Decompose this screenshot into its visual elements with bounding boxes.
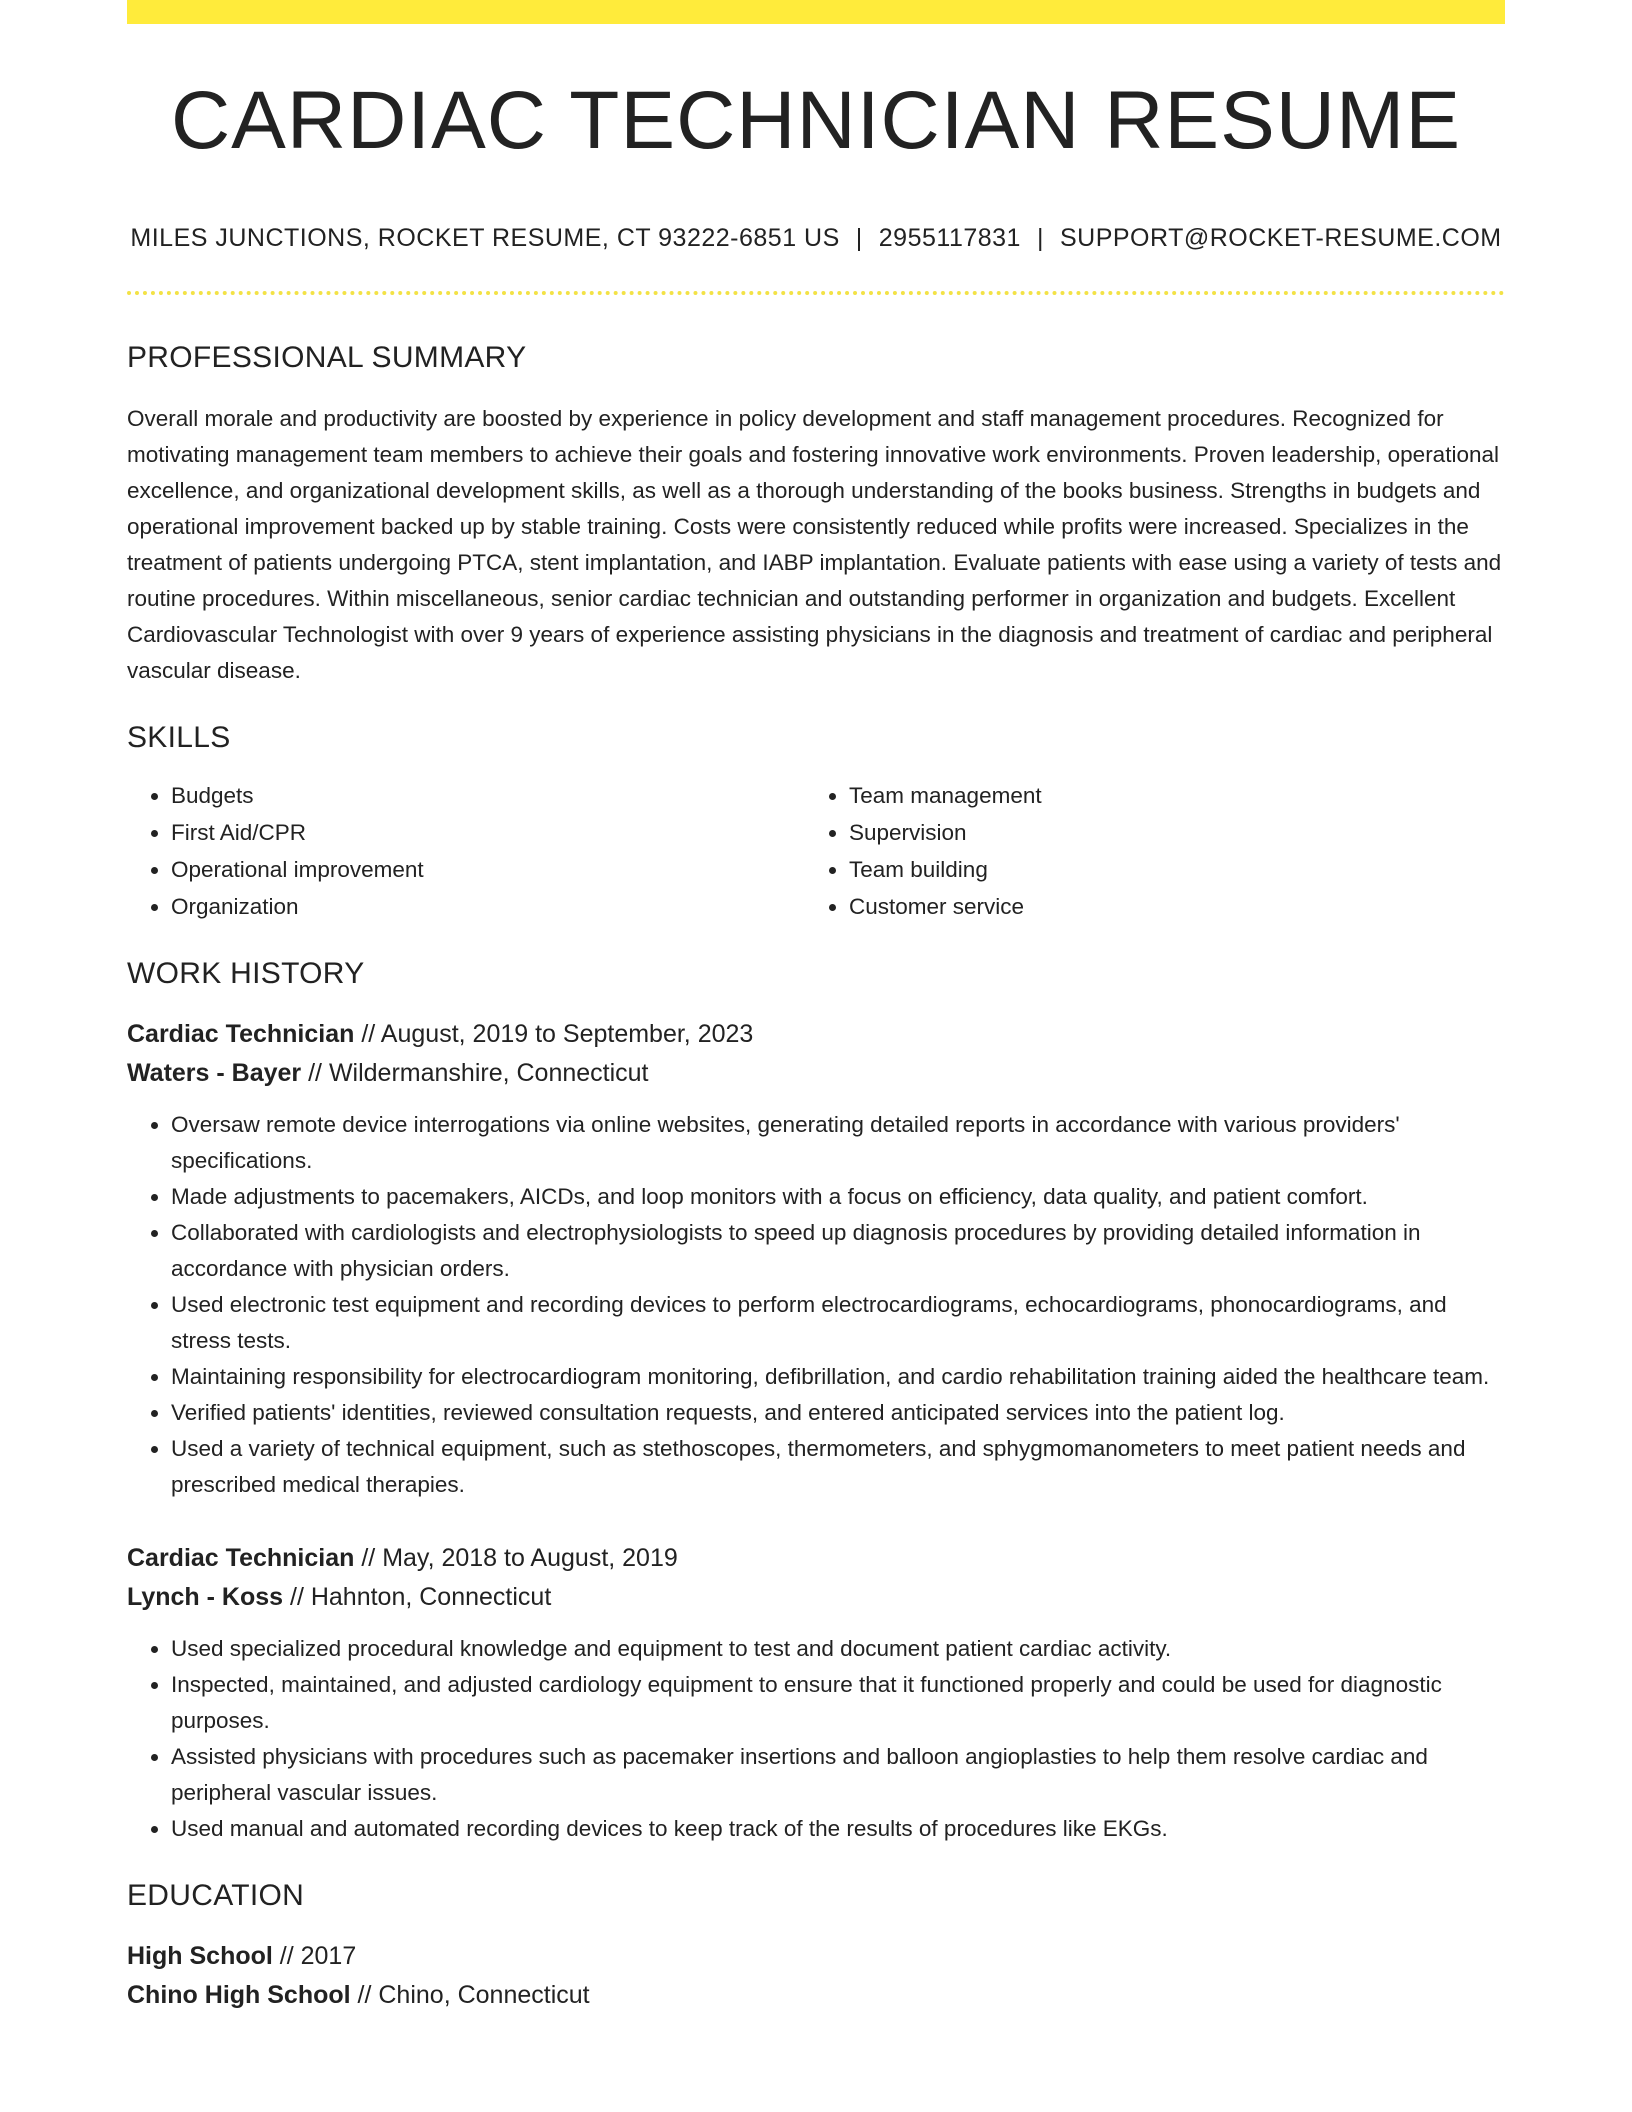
- job-company-line: [127, 1054, 1505, 1093]
- education-year: // 2017: [272, 1942, 357, 1970]
- job-role: Cardiac Technician: [127, 1020, 355, 1048]
- education-heading: EDUCATION: [127, 1879, 305, 1912]
- job-bullet: • Collaborated with cardiologists and electrophysiologists to speed up diagnosis procedures by providing detailed information in accordance with physician orders.: [171, 1215, 1505, 1287]
- contact-separator: |: [855, 224, 863, 252]
- job-role: Cardiac Technician: [127, 1544, 355, 1572]
- education-location: // Chino, Connecticut: [350, 1981, 590, 2009]
- contact-separator: |: [1036, 224, 1044, 252]
- job-entry-2-header: [127, 1539, 1505, 1617]
- education-school-line: [127, 1976, 1505, 2015]
- dotted-divider: [127, 291, 1505, 295]
- job-company: Waters - Bayer: [127, 1059, 302, 1087]
- education-entry: [127, 1937, 1505, 2015]
- job-bullet: • Inspected, maintained, and adjusted cardiology equipment to ensure that it functioned properly and could be used for diagnostic purposes.: [171, 1667, 1505, 1739]
- education-degree: High School: [127, 1942, 273, 1970]
- job-role-line: [127, 1015, 1505, 1054]
- job-bullet: • Assisted physicians with procedures such as pacemaker insertions and balloon angioplasties to help them resolve cardiac and peripheral vascular issues.: [171, 1739, 1505, 1811]
- job-location: // Wildermanshire, Connecticut: [301, 1059, 649, 1087]
- contact-address: MILES JUNCTIONS, ROCKET RESUME, CT 93222-6851 US: [130, 224, 840, 252]
- work-history-heading: WORK HISTORY: [127, 957, 365, 990]
- job-bullet: • Verified patients' identities, reviewed consultation requests, and entered anticipated services into the patient log.: [171, 1395, 1505, 1431]
- job-bullet: • Made adjustments to pacemakers, AICDs, and loop monitors with a focus on efficiency, data quality, and patient comfort.: [171, 1179, 1505, 1215]
- accent-bar: [127, 0, 1505, 24]
- job-bullet: • Used a variety of technical equipment, such as stethoscopes, thermometers, and sphygmomanometers to meet patient needs and prescribed medical therapies.: [171, 1431, 1505, 1503]
- job-entry-1-header: [127, 1015, 1505, 1093]
- job-bullet: • Maintaining responsibility for electrocardiogram monitoring, defibrillation, and cardio rehabilitation training aided the healthcare team.: [171, 1359, 1505, 1395]
- summary-heading: PROFESSIONAL SUMMARY: [127, 341, 527, 374]
- job-role-line: [127, 1539, 1505, 1578]
- job-dates: // August, 2019 to September, 2023: [354, 1020, 754, 1048]
- contact-email: SUPPORT@ROCKET-RESUME.COM: [1059, 224, 1502, 252]
- skill-item: • Budgets: [171, 777, 805, 814]
- skills-column-left: [127, 777, 805, 925]
- job-bullet: • Used manual and automated recording devices to keep track of the results of procedures like EKGs.: [171, 1811, 1505, 1847]
- contact-line: [127, 226, 1505, 251]
- skills-column-right: [805, 777, 1483, 925]
- skill-item: • First Aid/CPR: [171, 814, 805, 851]
- job-bullet: • Oversaw remote device interrogations via online websites, generating detailed reports in accordance with various providers' specifications.: [171, 1107, 1505, 1179]
- skill-item: • Supervision: [849, 814, 1483, 851]
- skill-item: • Team management: [849, 777, 1483, 814]
- education-degree-line: [127, 1937, 1505, 1976]
- job-company-line: [127, 1578, 1505, 1617]
- resume-title: CARDIAC TECHNICIAN RESUME: [170, 75, 1462, 166]
- job-bullet: • Used specialized procedural knowledge and equipment to test and document patient cardiac activity.: [171, 1631, 1505, 1667]
- skill-item: • Organization: [171, 888, 805, 925]
- skill-item: • Customer service: [849, 888, 1483, 925]
- job-location: // Hahnton, Connecticut: [283, 1583, 552, 1611]
- job-dates: // May, 2018 to August, 2019: [354, 1544, 678, 1572]
- education-school: Chino High School: [127, 1981, 351, 2009]
- contact-phone: 2955117831: [878, 224, 1021, 252]
- skills-list: [127, 777, 1505, 925]
- skill-item: • Team building: [849, 851, 1483, 888]
- job-entry-1-bullets: [127, 1107, 1505, 1503]
- summary-text: Overall morale and productivity are boosted by experience in policy development and staff management procedures. Recognized for motivating management team members to achieve their goals and fostering innovative work environments. Proven leadership, operational excellence, and organizational development skills, as well as a thorough understanding of the books business. Strengths in budgets and operational improvement backed up by stable training. Costs were consistently reduced while profits were increased. Specializes in the treatment of patients undergoing PTCA, stent implantation, and IABP implantation. Evaluate patients with ease using a variety of tests and routine procedures. Within miscellaneous, senior cardiac technician and outstanding performer in organization and budgets. Excellent Cardiovascular Technologist with over 9 years of experience assisting physicians in the diagnosis and treatment of cardiac and peripheral vascular disease.: [127, 406, 1502, 683]
- job-bullet: • Used electronic test equipment and recording devices to perform electrocardiograms, echocardiograms, phonocardiograms, and stress tests.: [171, 1287, 1505, 1359]
- resume-page: [127, 0, 1505, 2015]
- skill-item: • Operational improvement: [171, 851, 805, 888]
- skills-heading: SKILLS: [127, 721, 231, 754]
- job-company: Lynch - Koss: [127, 1583, 284, 1611]
- job-entry-2-bullets: [127, 1631, 1505, 1847]
